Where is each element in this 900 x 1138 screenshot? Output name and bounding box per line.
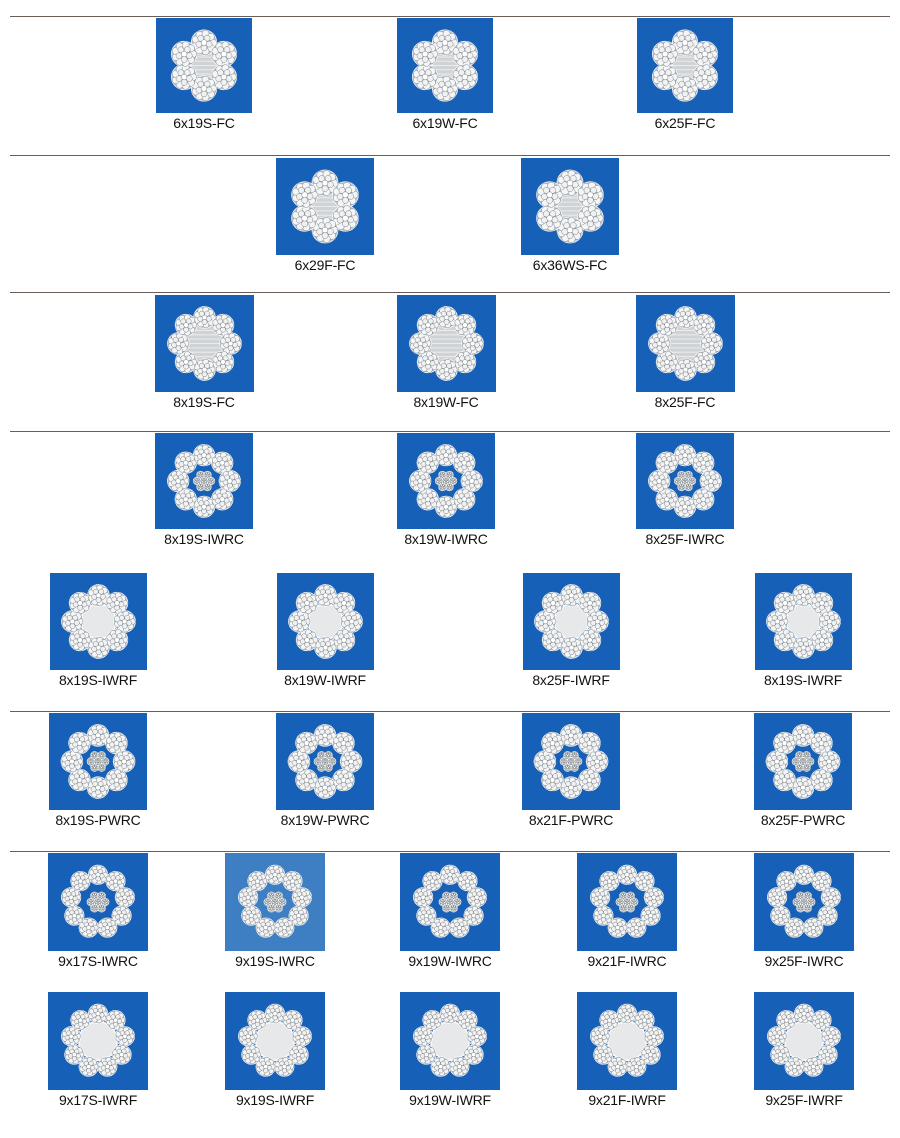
rope-item — [38, 992, 158, 1108]
rope-8-strand-pwrc-icon — [54, 718, 142, 805]
rope-9-strand-iwrf-icon — [582, 997, 672, 1085]
rope-9-strand-iwrf-icon — [53, 997, 143, 1085]
rope-item — [743, 713, 863, 828]
rope-item — [567, 992, 687, 1108]
rope-label: 8x25F-PWRC — [760, 812, 846, 828]
rope-8-strand-iwrc-icon — [641, 438, 729, 524]
rope-item — [390, 853, 510, 969]
rope-cross-section-image — [397, 433, 495, 529]
rope-cross-section-image — [754, 992, 854, 1090]
rope-label: 9x19W-IWRC — [408, 953, 492, 969]
row-divider — [10, 292, 890, 293]
rope-cross-section-image — [155, 433, 253, 529]
rope-cross-section-image — [577, 853, 677, 951]
rope-item — [38, 573, 158, 688]
rope-item — [625, 18, 745, 131]
rope-9-strand-iwrc-icon — [230, 858, 320, 946]
rope-cross-section-image — [577, 992, 677, 1090]
rope-cross-section-image — [523, 573, 620, 670]
rope-item — [743, 573, 863, 688]
rope-item — [144, 18, 264, 131]
rope-cross-section-image — [155, 295, 254, 392]
rope-8-strand-pwrc-icon — [527, 718, 615, 805]
rope-cross-section-image — [754, 713, 852, 810]
rope-8-strand-iwrc-icon — [402, 438, 490, 524]
rope-cross-section-image — [225, 992, 325, 1090]
rope-6-strand-fc-icon — [642, 23, 728, 108]
rope-label: 9x21F-IWRF — [588, 1092, 666, 1108]
rope-8-strand-iwrc-icon — [160, 438, 248, 524]
rope-cross-section-image — [156, 18, 252, 113]
rope-8-strand-fc-icon — [160, 300, 249, 387]
rope-cross-section-image — [49, 713, 147, 810]
rope-item — [744, 992, 864, 1108]
rope-item — [744, 853, 864, 969]
rope-label: 9x17S-IWRF — [58, 1092, 138, 1108]
rope-cross-section-image — [400, 992, 500, 1090]
rope-label: 9x25F-IWRF — [765, 1092, 843, 1108]
rope-item — [511, 573, 631, 688]
rope-item — [567, 853, 687, 969]
rope-label: 8x19W-IWRC — [404, 531, 488, 547]
rope-label: 8x19W-PWRC — [280, 812, 370, 828]
rope-9-strand-iwrf-icon — [405, 997, 495, 1085]
rope-label: 8x21F-PWRC — [528, 812, 614, 828]
rope-item — [385, 18, 505, 131]
rope-item — [625, 295, 745, 410]
rope-cross-section-image — [636, 295, 735, 392]
rope-label: 9x19S-IWRC — [235, 953, 315, 969]
rope-cross-section-image — [397, 18, 493, 113]
rope-label: 8x25F-FC — [654, 394, 716, 410]
rope-item — [38, 713, 158, 828]
rope-label: 8x19S-IWRF — [58, 672, 138, 688]
rope-9-strand-iwrf-icon — [759, 997, 849, 1085]
rope-label: 6x36WS-FC — [532, 257, 608, 273]
rope-item — [265, 713, 385, 828]
rope-item — [38, 853, 158, 969]
rope-label: 6x29F-FC — [294, 257, 356, 273]
rope-cross-section-image — [400, 853, 500, 951]
rope-label: 9x19W-IWRF — [409, 1092, 491, 1108]
rope-item — [390, 992, 510, 1108]
rope-8-strand-iwrf-icon — [528, 578, 615, 665]
rope-label: 8x25F-IWRF — [532, 672, 610, 688]
rope-8-strand-iwrf-icon — [760, 578, 847, 665]
rope-8-strand-iwrf-icon — [282, 578, 369, 665]
rope-cross-section-image — [522, 713, 620, 810]
rope-cross-section-image — [521, 158, 619, 255]
row-divider — [10, 16, 890, 17]
rope-item — [265, 573, 385, 688]
rope-label: 6x19W-FC — [412, 115, 478, 131]
rope-9-strand-iwrc-icon — [405, 858, 495, 946]
rope-label: 9x19S-IWRF — [235, 1092, 315, 1108]
rope-item — [265, 158, 385, 273]
row-divider — [10, 711, 890, 712]
rope-cross-section-image — [277, 573, 374, 670]
rope-label: 8x19S-IWRF — [763, 672, 843, 688]
row-divider — [10, 851, 890, 852]
rope-label: 9x21F-IWRC — [587, 953, 667, 969]
rope-9-strand-iwrc-icon — [53, 858, 143, 946]
rope-item — [510, 158, 630, 273]
rope-label: 8x19W-IWRF — [284, 672, 366, 688]
rope-label: 8x19W-FC — [413, 394, 479, 410]
rope-9-strand-iwrc-icon — [759, 858, 849, 946]
rope-label: 6x19S-FC — [173, 115, 235, 131]
rope-cross-section-image — [225, 853, 325, 951]
rope-label: 9x17S-IWRC — [58, 953, 138, 969]
rope-item — [386, 295, 506, 410]
rope-cross-section-image — [276, 713, 374, 810]
rope-item — [625, 433, 745, 547]
rope-cross-section-image — [276, 158, 374, 255]
rope-8-strand-pwrc-icon — [759, 718, 847, 805]
rope-8-strand-fc-icon — [641, 300, 730, 387]
rope-6-strand-fc-icon — [526, 163, 614, 250]
rope-item — [215, 853, 335, 969]
rope-cross-section-image — [637, 18, 733, 113]
rope-cross-section-image — [48, 853, 148, 951]
rope-label: 8x19S-PWRC — [55, 812, 141, 828]
rope-item — [511, 713, 631, 828]
rope-cross-section-image — [636, 433, 734, 529]
rope-6-strand-fc-icon — [402, 23, 488, 108]
rope-item — [386, 433, 506, 547]
rope-9-strand-iwrf-icon — [230, 997, 320, 1085]
rope-8-strand-iwrf-icon — [55, 578, 142, 665]
rope-label: 8x25F-IWRC — [645, 531, 725, 547]
rope-cross-section-image — [50, 573, 147, 670]
rope-item — [144, 433, 264, 547]
rope-cross-section-image — [754, 853, 854, 951]
rope-item — [215, 992, 335, 1108]
rope-label: 9x25F-IWRC — [764, 953, 844, 969]
rope-label: 8x19S-IWRC — [164, 531, 244, 547]
rope-8-strand-fc-icon — [402, 300, 491, 387]
rope-8-strand-pwrc-icon — [281, 718, 369, 805]
rope-item — [144, 295, 264, 410]
row-divider — [10, 155, 890, 156]
row-divider — [10, 431, 890, 432]
rope-label: 6x25F-FC — [654, 115, 716, 131]
rope-cross-section-image — [397, 295, 496, 392]
rope-cross-section-image — [48, 992, 148, 1090]
rope-6-strand-fc-icon — [161, 23, 247, 108]
rope-6-strand-fc-icon — [281, 163, 369, 250]
rope-label: 8x19S-FC — [173, 394, 235, 410]
rope-9-strand-iwrc-icon — [582, 858, 672, 946]
rope-cross-section-image — [755, 573, 852, 670]
